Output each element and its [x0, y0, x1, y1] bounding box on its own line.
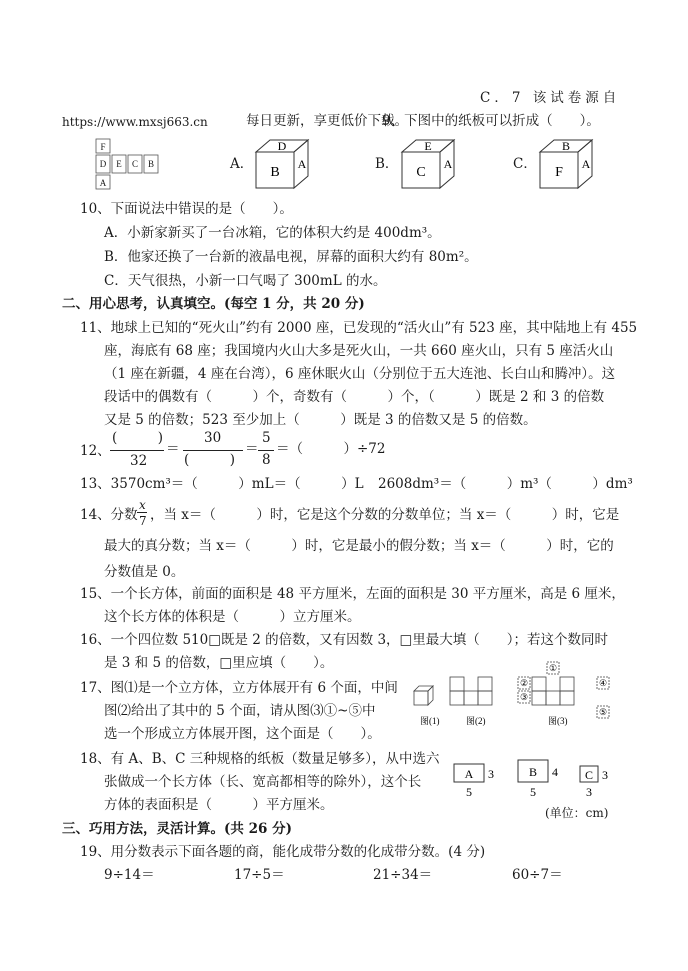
- q11-line-5: 又是 5 的倍数；523 至少加上（ ）既是 3 的倍数又是 5 的倍数。: [104, 412, 537, 428]
- q11-line-1: 11、地球上已知的“死火山”约有 2000 座，已发现的“活火山”有 523 座，其中陆地上有 455: [80, 320, 638, 336]
- q13-part-1: 13、3570cm³＝（ ）mL＝（ ）L: [80, 476, 364, 492]
- q17-mark-5: ⑤: [598, 707, 608, 717]
- section-2-title: 二、用心思考，认真填空。(每空 1 分，共 20 分): [62, 296, 365, 312]
- q11-line-2: 座，海底有 68 座；我国境内火山大多是死火山，一共 660 座火山，只有 5 座活火山: [104, 343, 614, 359]
- q14-frac-num: x: [139, 498, 146, 512]
- card-a-label: A: [464, 767, 474, 781]
- q19-item-1: 9÷14＝: [104, 867, 155, 883]
- option-b-cube[interactable]: [398, 138, 460, 190]
- q12-frac-bar-2: [183, 450, 243, 451]
- card-b-bottom: 5: [530, 785, 536, 799]
- cube-a-front: B: [270, 165, 280, 180]
- card-c-bottom: 3: [586, 785, 592, 799]
- q18-unit: (单位：cm): [545, 806, 609, 820]
- q12-num-2: 30: [204, 430, 222, 446]
- net-letter-d: D: [99, 159, 107, 169]
- q10-stem: 10、下面说法中错误的是（ ）。: [80, 201, 293, 217]
- q9-stem: 9、下图中的纸板可以折成（ ）。: [382, 113, 600, 129]
- q14-frac-den: 7: [139, 514, 147, 528]
- option-c-label: C．: [513, 156, 537, 172]
- q13-part-2: 2608dm³＝（ ）m³（ ）dm³: [378, 476, 633, 492]
- q12-blank-1[interactable]: ( ): [112, 430, 164, 446]
- section-3-title: 三、巧用方法，灵活计算。(共 26 分): [62, 821, 292, 837]
- net-letter-f: F: [100, 142, 106, 152]
- q18-line-2: 张做成一个长方体（长、宽高都相等的除外），这个长: [104, 774, 422, 790]
- q12-frac-bar-1: [110, 450, 164, 451]
- q10-option-c[interactable]: C．天气很热，小新一口气喝了 300mL 的水。: [104, 273, 387, 289]
- option-b-label: B．: [375, 156, 399, 172]
- q17-mark-2: ②: [519, 678, 529, 688]
- q17-line-1: 17、图⑴是一个立方体，立方体展开有 6 个面，中间: [80, 680, 398, 696]
- q15-line-2: 这个长方体的体积是（ ）立方厘米。: [104, 609, 361, 625]
- q18-line-1: 18、有 A、B、C 三种规格的纸板（数量足够多），从中选六: [80, 751, 440, 767]
- q12-den-1: 32: [130, 453, 148, 469]
- q19-item-2: 17÷5＝: [234, 867, 285, 883]
- q12-den-3: 8: [262, 452, 271, 468]
- q12-frac-bar-3: [258, 450, 274, 451]
- q19-item-4: 60÷7＝: [512, 867, 563, 883]
- q16-line-1: 16、一个四位数 510□既是 2 的倍数，又有因数 3，□里最大填（ ）；若这个数同时: [80, 632, 609, 648]
- q17-figures: [410, 660, 620, 732]
- cube-c-top: B: [561, 139, 571, 153]
- source-url[interactable]: https://www.mxsj663.cn: [62, 115, 208, 129]
- card-a-right: 3: [488, 767, 494, 781]
- q12-eq-1: ＝: [166, 441, 180, 457]
- option-c-cube[interactable]: [536, 138, 598, 190]
- q17-mark-1: ①: [548, 663, 558, 673]
- net-letter-e: E: [116, 159, 122, 169]
- q11-line-3: （1 座在新疆，4 座在台湾），6 座休眠火山（分别位于五大连池、长白山和腾冲）。这: [104, 366, 616, 382]
- cube-c-side: A: [581, 157, 591, 171]
- q14-prefix: 14、分数: [80, 507, 138, 523]
- q19-stem: 19、用分数表示下面各题的商，能化成带分数的化成带分数。(4 分): [80, 844, 486, 860]
- net-letter-b: B: [147, 159, 155, 169]
- q17-caption-1: 图(1): [420, 716, 440, 726]
- q12-blank-2[interactable]: ( ): [184, 452, 236, 468]
- card-b-label: B: [528, 765, 538, 779]
- q9-net-figure: [95, 138, 170, 192]
- q14-frac-bar: [137, 512, 147, 513]
- q12-number: 12、: [80, 443, 111, 459]
- q17-line-2: 图⑵给出了其中的 5 个面，请从图⑶①~⑤中: [104, 703, 376, 719]
- header-note: 每日更新，享更低价下载。: [246, 113, 408, 129]
- option-a-cube[interactable]: [252, 138, 314, 190]
- q19-item-3: 21÷34＝: [373, 867, 433, 883]
- option-a-label: A．: [230, 156, 254, 172]
- q10-option-b[interactable]: B．他家还换了一台新的液晶电视，屏幕的面积大约有 80m²。: [104, 249, 478, 265]
- cube-b-side: A: [443, 157, 453, 171]
- q11-line-4: 段话中的偶数有（ ）个，奇数有（ ）个，（ ）既是 2 和 3 的倍数: [104, 389, 605, 405]
- cube-b-top: E: [424, 139, 432, 153]
- cube-a-side: A: [297, 157, 307, 171]
- q16-line-2: 是 3 和 5 的倍数，□里应填（ ）。: [104, 655, 334, 671]
- q12-eq-2: ＝: [245, 441, 259, 457]
- q17-caption-3: 图(3): [548, 716, 568, 726]
- q12-num-3: 5: [262, 430, 271, 446]
- q12-tail: ＝（ ）÷72: [276, 441, 386, 457]
- q17-cube-figure: [414, 686, 433, 705]
- net-letter-c: C: [131, 159, 139, 169]
- q14-line-3: 分数值是 0。: [104, 564, 185, 580]
- q14-line-1: ，当 x＝（ ）时，它是这个分数的分数单位；当 x＝（ ）时，它是: [150, 507, 620, 523]
- q18-cards-figure: [452, 758, 622, 800]
- q17-mark-4: ④: [598, 678, 608, 688]
- card-b-right: 4: [552, 765, 558, 779]
- cube-c-front: F: [555, 165, 563, 180]
- q17-caption-2: 图(2): [466, 716, 486, 726]
- net-letter-a: A: [99, 178, 107, 188]
- q18-line-3: 方体的表面积是（ ）平方厘米。: [104, 797, 334, 813]
- q14-line-2: 最大的真分数；当 x＝（ ）时，它是最小的假分数；当 x＝（ ）时，它的: [104, 538, 614, 554]
- q17-candidates-figure: [518, 662, 609, 718]
- card-c-label: C: [584, 768, 594, 782]
- q15-line-1: 15、一个长方体，前面的面积是 48 平方厘米，左面的面积是 30 平方厘米，高是 6 厘米，: [80, 586, 625, 602]
- header-fragment: C．7 该试卷源自: [480, 90, 621, 106]
- card-a-bottom: 5: [466, 785, 472, 799]
- q10-option-a[interactable]: A．小新家新买了一台冰箱，它的体积大约是 400dm³。: [104, 225, 441, 241]
- card-c-right: 3: [602, 768, 608, 782]
- q17-mark-3: ③: [519, 692, 529, 702]
- q17-line-3: 选一个形成立方体展开图，这个面是（ ）。: [104, 726, 381, 742]
- q17-five-faces-figure: [450, 677, 492, 705]
- cube-b-front: C: [416, 165, 426, 180]
- cube-a-top: D: [277, 139, 287, 153]
